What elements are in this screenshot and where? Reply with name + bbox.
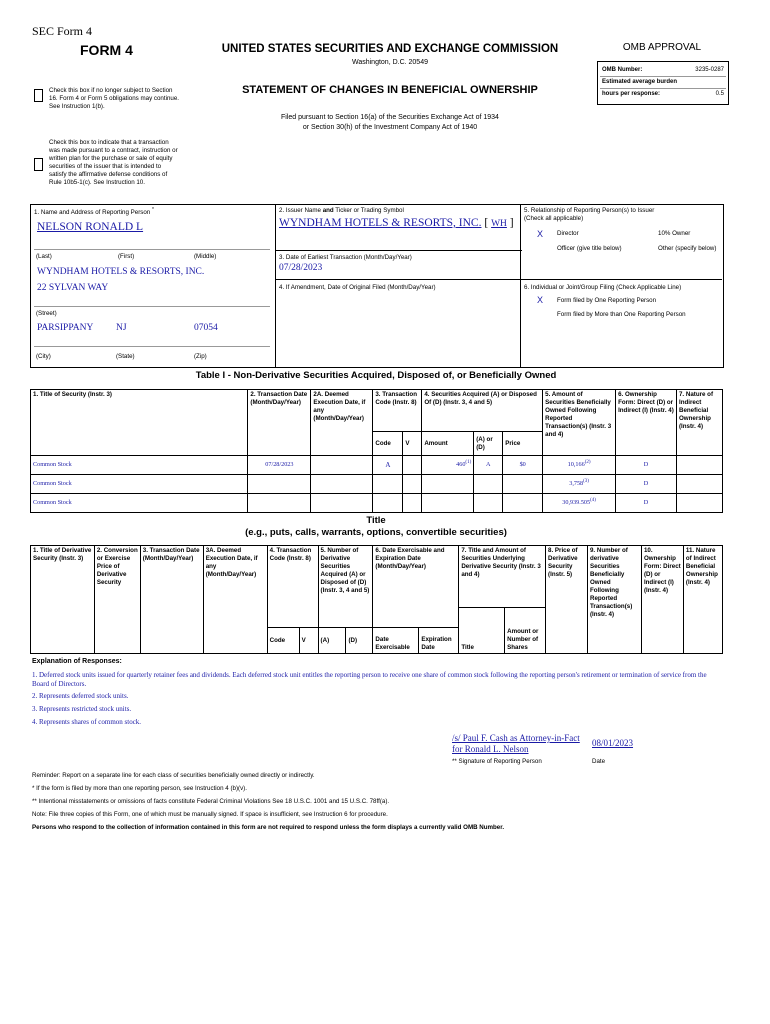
signature-date: 08/01/2023 — [592, 738, 634, 748]
table2-subtitle: (e.g., puts, calls, warrants, options, convertible securities) — [245, 527, 507, 538]
t2-h1: 1. Title of Derivative Security (Instr. 3) — [31, 546, 95, 654]
t1-r2-date — [248, 494, 311, 513]
t2-h8: 8. Price of Derivative Security (Instr. 5) — [546, 546, 588, 654]
t1-r1-code — [373, 475, 403, 494]
last-label: (Last) — [36, 253, 52, 260]
t1-r0-amount — [422, 456, 474, 475]
burden-label: Estimated average burden — [602, 79, 678, 85]
t2-h3a: 3A. Deemed Execution Date, if any (Month/Day/Year) — [203, 546, 267, 654]
one-person-check[interactable]: X — [537, 295, 544, 305]
t1-r2-v — [403, 494, 422, 513]
footnote-4: 4. Represents shares of common stock. — [32, 718, 142, 726]
t1-r1-title: Common Stock — [31, 475, 248, 494]
t1-r0-nature — [676, 456, 722, 475]
table2-title — [30, 515, 722, 539]
t2-h9: 9. Number of derivative Securities Beneficially Owned Following Reported Transaction(s) (Instr. 4) — [587, 546, 641, 654]
t1-r2-title: Common Stock — [31, 494, 248, 513]
t2-d: (D) — [346, 628, 373, 654]
box2-label — [279, 207, 404, 215]
t1-v: V — [403, 432, 422, 456]
note-reminder: Reminder: Report on a separate line for each class of securities beneficially owned directly or indirectly. — [32, 772, 315, 779]
box3-label: 3. Date of Earliest Transaction (Month/Day/Year) — [279, 254, 412, 261]
filed-line-2: or Section 30(h) of the Investment Company Act of 1940 — [302, 124, 478, 131]
t1-r0-title: Common Stock — [31, 456, 248, 475]
footnote-1: 1. Deferred stock units issued for quarterly retainer fees and dividends. Each deferred stock unit entitles the reporting person to receive one share of common stock following the reporting person's retirement or termination of service from the Board of Directors. — [32, 671, 707, 688]
omb-box — [597, 61, 729, 105]
issuer-bracket-open: [ — [481, 217, 489, 229]
t2-v: V — [299, 628, 318, 654]
city-value: PARSIPPANY — [37, 323, 94, 333]
explanation-label: Explanation of Responses: — [32, 658, 122, 665]
t1-r1-form: D — [616, 475, 677, 494]
table1-row — [31, 456, 723, 475]
table1-title: Table I - Non-Derivative Securities Acquired, Disposed of, or Beneficially Owned — [195, 370, 557, 381]
city-label: (City) — [36, 353, 51, 360]
t1-r2-code — [373, 494, 403, 513]
table1-row — [31, 475, 723, 494]
t1-h7: 7. Nature of Indirect Beneficial Ownership (Instr. 4) — [676, 390, 722, 456]
omb-approval-title: OMB APPROVAL — [622, 42, 702, 53]
t1-r0-form: D — [616, 456, 677, 475]
table1 — [30, 389, 723, 513]
t1-h2a: 2A. Deemed Execution Date, if any (Month/Day/Year) — [311, 390, 373, 456]
rule10b5-checkbox[interactable] — [34, 158, 43, 171]
statement-title: STATEMENT OF CHANGES IN BENEFICIAL OWNERSHIP — [242, 84, 538, 96]
t2-title: Title — [459, 608, 505, 654]
box6-label: 6. Individual or Joint/Group Filing (Check Applicable Line) — [524, 284, 682, 291]
box2-label-pre: 2. Issuer Name — [279, 207, 323, 214]
note-persons: Persons who respond to the collection of information contained in this form are not required to respond unless the form displays a currently valid OMB Number. — [32, 824, 505, 831]
omb-number-label: OMB Number: — [602, 67, 643, 73]
director-label: Director — [557, 230, 579, 237]
t1-price: Price — [503, 432, 543, 456]
t1-code: Code — [373, 432, 403, 456]
t1-r0-date: 07/28/2023 — [248, 456, 311, 475]
hours-label: hours per response: — [602, 91, 661, 97]
t1-h2: 2. Transaction Date (Month/Day/Year) — [248, 390, 311, 456]
reporting-person-name[interactable]: NELSON RONALD L — [37, 221, 144, 233]
t2-a: (A) — [318, 628, 346, 654]
t2-h5: 5. Number of Derivative Securities Acquired (A) or Disposed of (D) (Instr. 3, 4 and 5) — [318, 546, 373, 628]
t1-r2-deemed — [311, 494, 373, 513]
filed-pursuant — [200, 113, 580, 133]
t1-r2-price — [503, 494, 543, 513]
footnote-ref: (3) — [583, 478, 589, 484]
note-intentional: ** Intentional misstatements or omissions of facts constitute Federal Criminal Violations See 18 U.S.C. 1001 and 15 U.S.C. 78ff(a). — [32, 798, 390, 805]
company-address: WYNDHAM HOTELS & RESORTS, INC. — [37, 267, 205, 277]
box1-label — [34, 206, 154, 217]
ticker-link[interactable]: WH — [491, 219, 507, 229]
box5-label-1: 5. Relationship of Reporting Person(s) to Issuer — [524, 207, 655, 214]
box2-label-post: Ticker or Trading Symbol — [333, 207, 404, 214]
t2-h7: 7. Title and Amount of Securities Underlying Derivative Security (Instr. 3 and 4) — [459, 546, 546, 608]
footnote-ref: (1) — [465, 459, 472, 465]
t1-r1-aord — [474, 475, 503, 494]
footnote-3: 3. Represents restricted stock units. — [32, 705, 132, 713]
note-file: Note: File three copies of this Form, one of which must be manually signed. If space is insufficient, see Instruction 6 for procedure. — [32, 811, 388, 818]
t2-h10: 10. Ownership Form: Direct (D) or Indirect (I) (Instr. 4) — [641, 546, 683, 654]
omb-number-value: 3235-0287 — [695, 67, 724, 73]
t1-r1-date — [248, 475, 311, 494]
t1-r2-nature — [676, 494, 722, 513]
t1-h3: 3. Transaction Code (Instr. 8) — [373, 390, 422, 432]
table2 — [30, 545, 723, 654]
filed-line-1: Filed pursuant to Section 16(a) of the Securities Exchange Act of 1934 — [281, 114, 499, 121]
box1-label-text: 1. Name and Address of Reporting Person — [34, 209, 151, 216]
table1-row — [31, 494, 723, 513]
t1-h1: 1. Title of Security (Instr. 3) — [31, 390, 248, 456]
t1-amount: Amount — [422, 432, 474, 456]
more-persons-label: Form filed by More than One Reporting Person — [557, 311, 686, 318]
note-star: * If the form is filed by more than one reporting person, see Instruction 4 (b)(v). — [32, 785, 247, 792]
street-address: 22 SYLVAN WAY — [37, 283, 109, 293]
one-person-label: Form filed by One Reporting Person — [557, 297, 657, 304]
form-number: FORM 4 — [80, 42, 133, 58]
t1-r2-owned-value: 30,939.505 — [562, 499, 591, 506]
t2-h3: 3. Transaction Date (Month/Day/Year) — [140, 546, 203, 654]
street-label: (Street) — [36, 310, 57, 317]
t1-r0-owned-value: 10,166 — [567, 461, 585, 468]
t1-r1-owned — [543, 475, 616, 494]
rule10b5-text: Check this box to indicate that a transaction was made pursuant to a contract, instruction or written plan for the purchase or sale of equity securities of the issuer that is intended to satisfy the affirmative defense conditions of Rule 10b5-1(c). See Instruction 10. — [49, 139, 178, 186]
t1-r0-deemed — [311, 456, 373, 475]
t2-amount-shares: Amount or Number of Shares — [505, 608, 546, 654]
state-label: (State) — [116, 353, 135, 360]
t1-r2-owned — [543, 494, 616, 513]
other-label: Other (specify below) — [658, 245, 717, 252]
t2-h11: 11. Nature of Indirect Beneficial Ownership (Instr. 4) — [683, 546, 722, 654]
t1-r2-aord — [474, 494, 503, 513]
signature: /s/ Paul F. Cash as Attorney-in-Fact for Ronald L. Nelson — [452, 733, 580, 754]
t1-h5: 5. Amount of Securities Beneficially Owned Following Reported Transaction(s) (Instr. 3 and 4) — [543, 390, 616, 456]
footnote-ref: (2) — [584, 459, 591, 465]
t1-r0-amount-value: 460 — [456, 461, 466, 468]
location: Washington, D.C. 20549 — [351, 59, 428, 66]
t1-r2-form: D — [616, 494, 677, 513]
issuer-bracket-close: ] — [506, 217, 514, 229]
footnote-2: 2. Represents deferred stock units. — [32, 692, 129, 700]
t1-r1-owned-value: 3,758 — [569, 480, 584, 487]
t1-aord: (A) or (D) — [474, 432, 503, 456]
t1-r1-price — [503, 475, 543, 494]
box4-label: 4. If Amendment, Date of Original Filed (Month/Day/Year) — [279, 284, 436, 291]
signature-label: ** Signature of Reporting Person — [452, 758, 542, 765]
t2-code: Code — [267, 628, 299, 654]
t1-r1-nature — [676, 475, 722, 494]
t1-r0-owned — [543, 456, 616, 475]
officer-label: Officer (give title below) — [557, 245, 622, 252]
t1-h6: 6. Ownership Form: Direct (D) or Indirect (I) (Instr. 4) — [616, 390, 677, 456]
t2-h6: 6. Date Exercisable and Expiration Date (Month/Day/Year) — [373, 546, 459, 628]
t1-r2-amount — [422, 494, 474, 513]
issuer-link[interactable]: WYNDHAM HOTELS & RESORTS, INC. — [279, 217, 482, 229]
t2-date-ex: Date Exercisable — [373, 628, 419, 654]
t1-r0-price: $0 — [503, 456, 543, 475]
zip-label: (Zip) — [194, 353, 207, 360]
state-value: NJ — [116, 323, 127, 333]
sec-form-label: SEC Form 4 — [32, 24, 93, 38]
zip-value: 07054 — [194, 323, 218, 333]
date-label: Date — [592, 758, 606, 765]
t1-r1-deemed — [311, 475, 373, 494]
t1-r0-aord: A — [474, 456, 503, 475]
t1-r0-code: A — [373, 456, 403, 475]
table2-title-line: Title — [366, 515, 386, 526]
t1-r1-v — [403, 475, 422, 494]
footnote-ref: (4) — [590, 497, 596, 503]
t2-h4: 4. Transaction Code (Instr. 8) — [267, 546, 318, 628]
box5-label-2: (Check all applicable) — [524, 215, 584, 222]
middle-label: (Middle) — [194, 253, 217, 260]
box5-label — [524, 207, 654, 223]
commission-title: UNITED STATES SECURITIES AND EXCHANGE COMMISSION — [221, 43, 559, 55]
t2-exp: Expiration Date — [419, 628, 459, 654]
t1-h4: 4. Securities Acquired (A) or Disposed Of (D) (Instr. 3, 4 and 5) — [422, 390, 543, 432]
section16-checkbox[interactable] — [34, 89, 43, 102]
box2-label-and: and — [322, 207, 334, 214]
director-check[interactable]: X — [537, 229, 544, 239]
earliest-transaction-date: 07/28/2023 — [279, 263, 323, 273]
ten-pct-owner-label: 10% Owner — [658, 230, 691, 237]
box1-star: * — [152, 206, 154, 213]
t1-r0-v — [403, 456, 422, 475]
t2-h2: 2. Conversion or Exercise Price of Derivative Security — [94, 546, 140, 654]
section16-text: Check this box if no longer subject to Section 16. Form 4 or Form 5 obligations may continue. See Instruction 1(b). — [49, 87, 179, 110]
t1-r1-amount — [422, 475, 474, 494]
first-label: (First) — [118, 253, 135, 260]
issuer-name — [279, 216, 517, 232]
hours-value: 0.5 — [715, 91, 724, 97]
